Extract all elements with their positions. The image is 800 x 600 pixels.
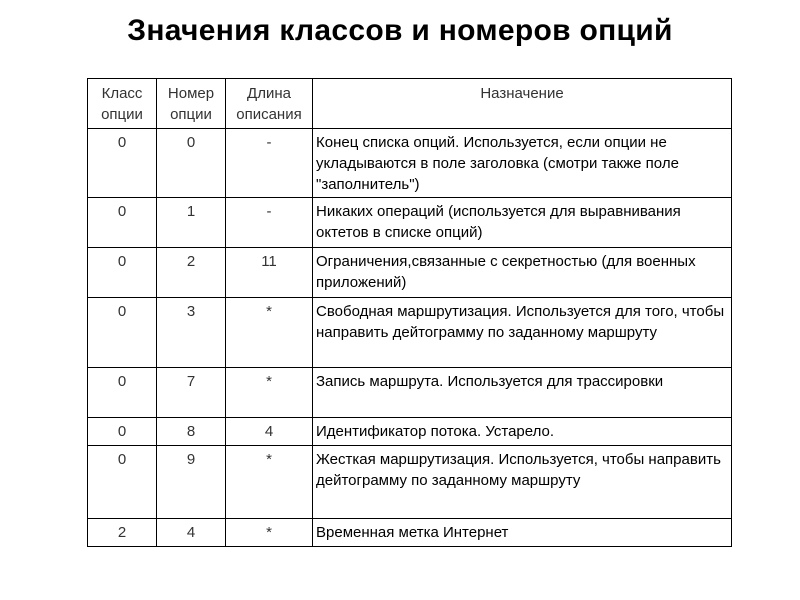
header-number-label: Номер опции [167, 85, 215, 123]
page-title: Значения классов и номеров опций [127, 14, 673, 47]
table-row [88, 248, 732, 298]
cell-class: 0 [88, 446, 157, 519]
cell-purpose: Свободная маршрутизация. Используется для того, чтобы направить дейтограмму по заданному маршруту [313, 298, 732, 368]
cell-number: 8 [157, 418, 226, 446]
header-length-label: Длина описания [236, 85, 302, 123]
cell-purpose: Идентификатор потока. Устарело. [313, 418, 732, 446]
cell-class: 0 [88, 248, 157, 298]
cell-purpose: Никаких операций (используется для выравнивания октетов в списке опций) [313, 198, 732, 248]
cell-purpose: Жесткая маршрутизация. Используется, чтобы направить дейтограмму по заданному маршруту [313, 446, 732, 519]
cell-length: * [226, 446, 313, 519]
table-row [88, 368, 732, 418]
header-number [157, 79, 226, 129]
cell-purpose: Запись маршрута. Используется для трассировки [313, 368, 732, 418]
table-row [88, 446, 732, 519]
cell-number: 4 [157, 519, 226, 547]
header-length [226, 79, 313, 129]
cell-class: 2 [88, 519, 157, 547]
table-row [88, 198, 732, 248]
header-purpose [313, 79, 732, 129]
table-header-row [88, 79, 732, 129]
cell-purpose: Временная метка Интернет [313, 519, 732, 547]
cell-number: 3 [157, 298, 226, 368]
cell-purpose: Ограничения,связанные с секретностью (для военных приложений) [313, 248, 732, 298]
cell-number: 7 [157, 368, 226, 418]
cell-class: 0 [88, 298, 157, 368]
header-class [88, 79, 157, 129]
cell-length: - [226, 198, 313, 248]
cell-length: * [226, 519, 313, 547]
cell-class: 0 [88, 129, 157, 198]
table-row [88, 519, 732, 547]
options-table [87, 78, 732, 547]
cell-number: 1 [157, 198, 226, 248]
cell-number: 9 [157, 446, 226, 519]
cell-length: - [226, 129, 313, 198]
cell-purpose: Конец списка опций. Используется, если опции не укладываются в поле заголовка (смотри также поле "заполнитель") [313, 129, 732, 198]
cell-number: 2 [157, 248, 226, 298]
header-class-label: Класс опции [101, 85, 143, 123]
cell-length: * [226, 368, 313, 418]
cell-length: 11 [226, 248, 313, 298]
table-row [88, 418, 732, 446]
cell-class: 0 [88, 368, 157, 418]
cell-class: 0 [88, 418, 157, 446]
header-purpose-label: Назначение [480, 85, 564, 102]
cell-number: 0 [157, 129, 226, 198]
cell-length: * [226, 298, 313, 368]
cell-length: 4 [226, 418, 313, 446]
table-row [88, 129, 732, 198]
table-row [88, 298, 732, 368]
cell-class: 0 [88, 198, 157, 248]
